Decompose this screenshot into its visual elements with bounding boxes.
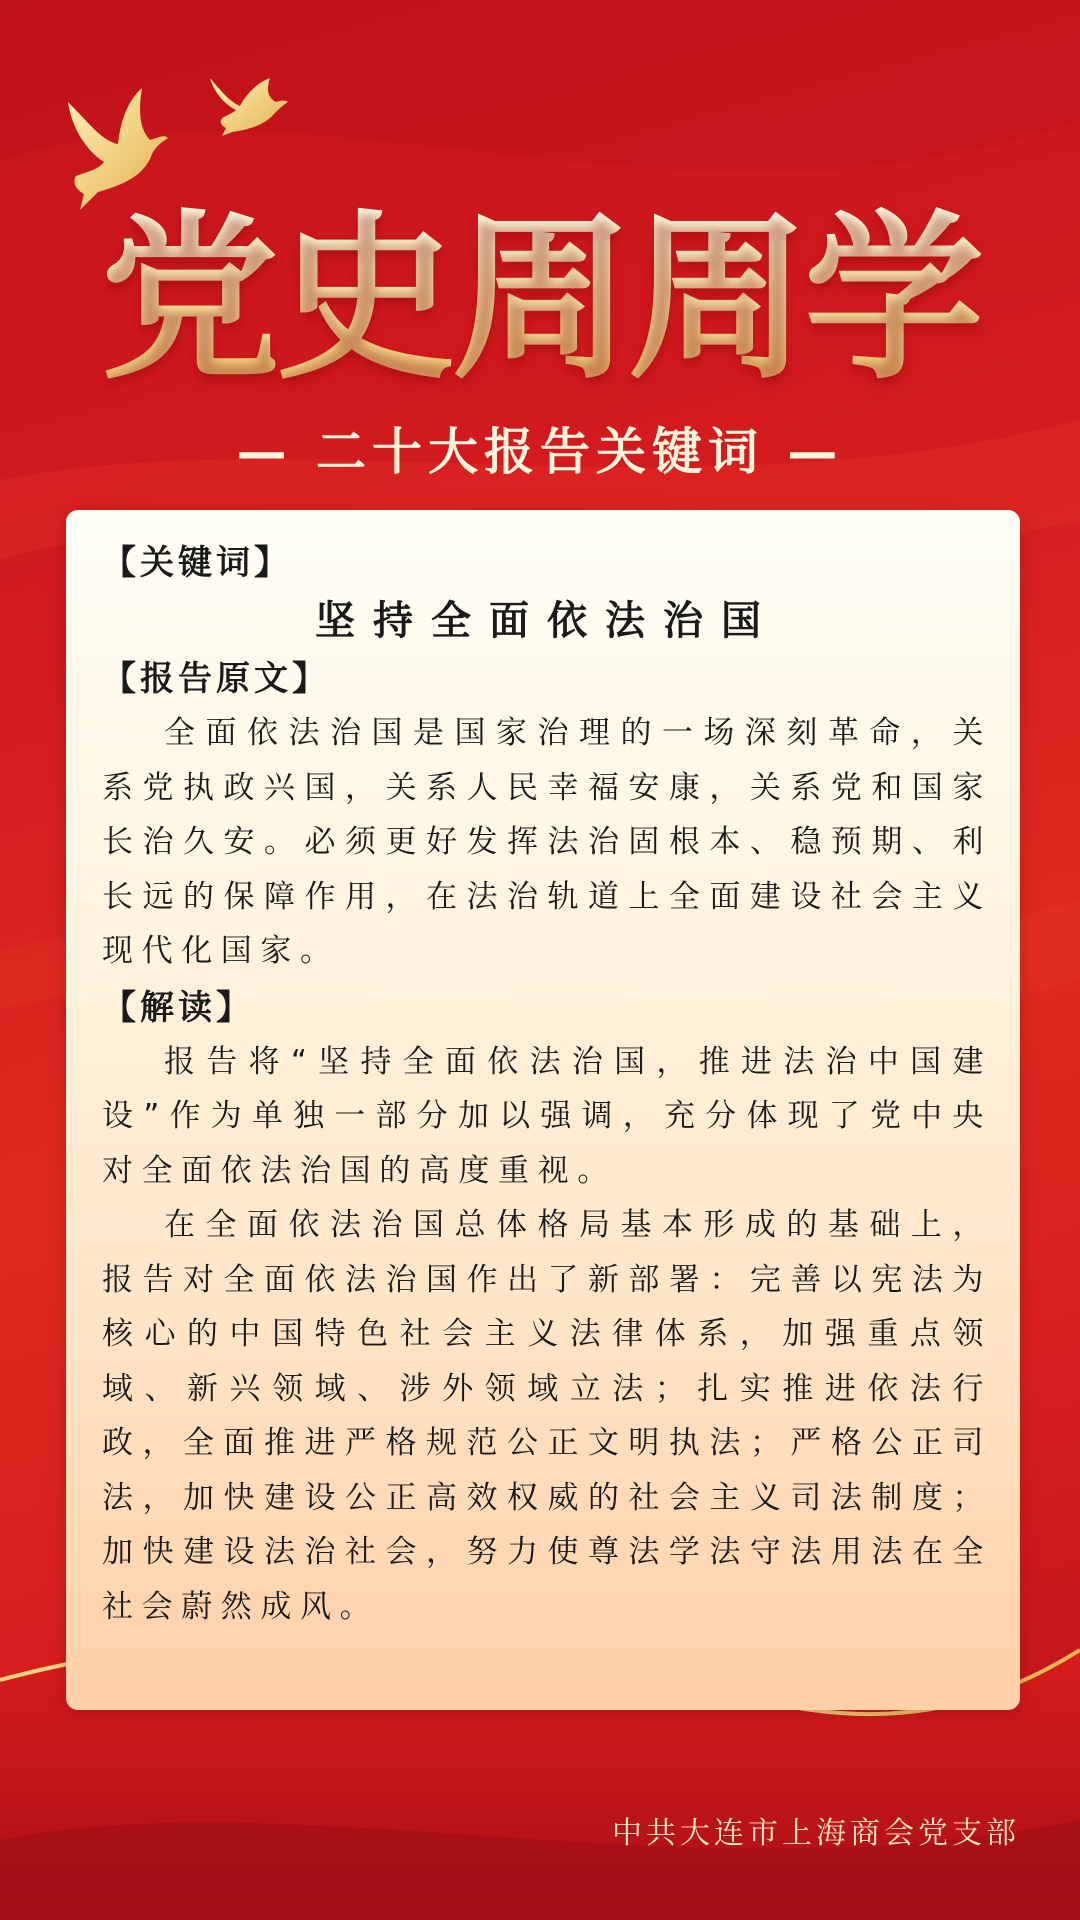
- interpretation-paragraph-1: 报告将“坚持全面依法治国，推进法治中国建设”作为单独一部分加以强调，充分体现了党中央对全面依法治国的高度重视。: [102, 1043, 992, 1189]
- page-title: 党史周周学: [0, 200, 1080, 400]
- dove-large-icon: [58, 82, 170, 212]
- interpretation-label: 【解读】: [102, 987, 254, 1028]
- page-subtitle: — 二十大报告关键词 —: [236, 423, 844, 481]
- keyword-label: 【关键词】: [102, 543, 292, 583]
- card-content: [102, 536, 992, 1634]
- dove-small-icon: [206, 72, 290, 136]
- keyword-heading: 坚持全面依法治国: [315, 598, 779, 644]
- original-text-paragraph: 全面依法治国是国家治理的一场深刻革命，关系党执政兴国，关系人民幸福安康，关系党和国家长治久安。必须更好发挥法治固根本、稳预期、利长远的保障作用，在法治轨道上全面建设社会主义现代化国家。: [102, 715, 992, 969]
- footer-organization: 中共大连市上海商会党支部: [612, 1816, 1020, 1851]
- interpretation-paragraph-2: 在全面依法治国总体格局基本形成的基础上，报告对全面依法治国作出了新部署：完善以宪法为核心的中国特色社会主义法律体系，加强重点领域、新兴领域、涉外领域立法；扎实推进依法行政，全面推进严格规范公正文明执法；严格公正司法，加快建设公正高效权威的社会主义司法制度；加快建设法治社会，努力使尊法学法守法用法在全社会蔚然成风。: [102, 1207, 992, 1625]
- original-text-label: 【报告原文】: [102, 659, 330, 699]
